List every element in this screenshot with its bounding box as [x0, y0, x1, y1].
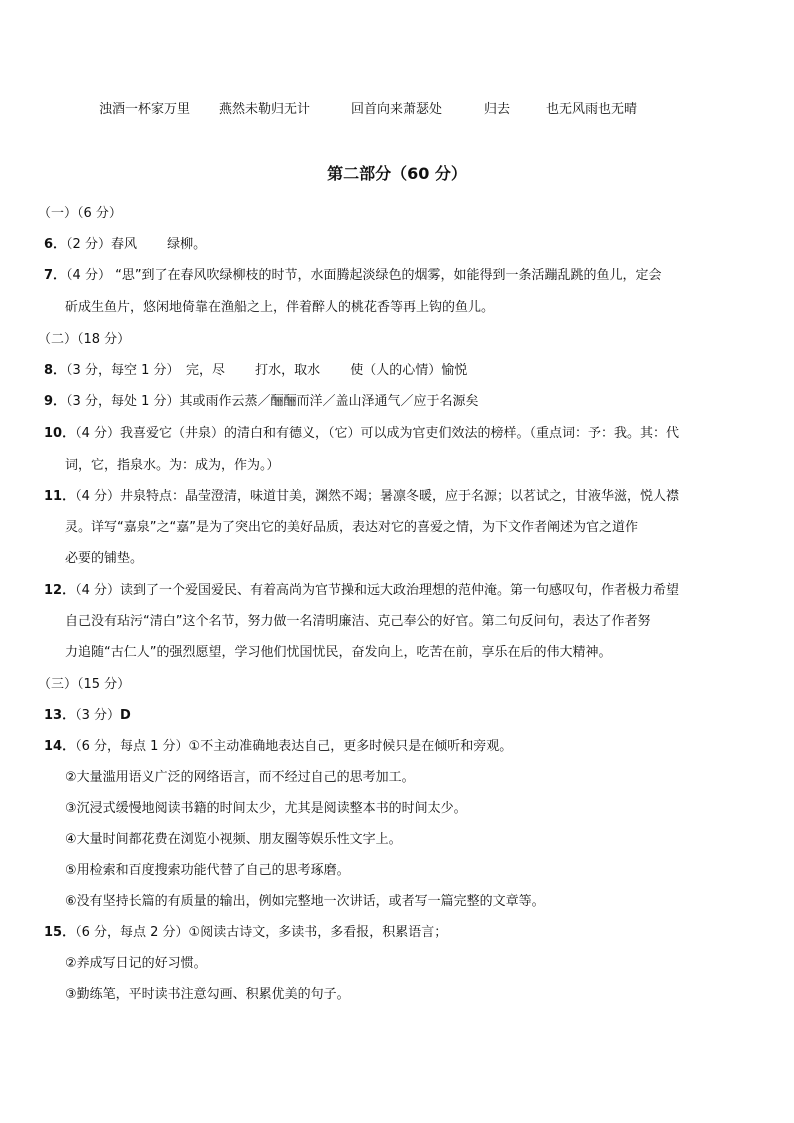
question-score: （3 分）: [75, 708, 120, 723]
question-number: 10．: [44, 426, 76, 441]
question-9: [44, 393, 479, 411]
question-number: 8．: [44, 363, 67, 378]
question-score: （3 分，每处 1 分）: [66, 394, 180, 409]
question-score: （4 分）: [75, 426, 120, 441]
phrase-2: 燕然未勒归无计: [219, 102, 311, 117]
question-score: （4 分）: [66, 268, 111, 283]
question-score: （2 分）: [66, 237, 111, 252]
answer-line: 力追随“古仁人”的强烈愿望，学习他们忧国忧民，奋发向上，吃苦在前，享乐在后的伟大精神。: [65, 645, 612, 660]
answer-text: 其或雨作云蒸／酾酾而洋／盖山泽通气／应于名源矣: [179, 394, 479, 409]
question-score: （3 分，每空 1 分）: [66, 363, 173, 378]
list-item: ②大量滥用语义广泛的网络语言，而不经过自己的思考加工。: [65, 770, 415, 785]
question-15: [44, 924, 447, 942]
phrase-1: 浊酒一杯家万里: [99, 102, 191, 117]
phrase-4: 归去: [484, 102, 511, 117]
question-8: [44, 362, 467, 380]
answer-text: 读到了一个爱国爱民、有着高尚为官节操和远大政治理想的范仲淹。第一句感叹句，作者极力希望: [120, 583, 680, 598]
phrase-5: 也无风雨也无晴: [546, 102, 638, 117]
answer-line: 词，它，指泉水。为：成为，作为。）: [65, 458, 280, 473]
question-number: 12．: [44, 583, 76, 598]
question-score: （4 分）: [75, 583, 120, 598]
answer-line: 必要的铺垫。: [65, 551, 144, 566]
question-7: [44, 267, 662, 285]
list-item: ②养成写日记的好习惯。: [65, 956, 207, 971]
answer-text: 井泉特点：晶莹澄清，味道甘美，渊然不竭；暑凛冬暖，应于名源；以茗试之，甘液华滋，悦人襟: [120, 489, 680, 504]
question-12: [44, 582, 679, 600]
question-14: [44, 738, 512, 756]
question-6: [44, 236, 206, 254]
question-number: 14．: [44, 739, 76, 754]
answer-text: 完，尽 打水，取水 使（人的心情）愉悦: [173, 363, 468, 378]
question-score: （6 分，每点 2 分）: [75, 925, 189, 940]
answer-line: 斫成生鱼片，悠闲地倚靠在渔船之上，伴着醉人的桃花香等再上钩的鱼儿。: [65, 300, 495, 315]
part-title: 第二部分（60 分）: [327, 164, 467, 183]
answer-text: “思”到了在春风吹绿柳枝的时节，水面腾起淡绿色的烟雾，如能得到一条活蹦乱跳的鱼儿，定会: [110, 268, 662, 283]
question-10: [44, 425, 679, 443]
question-number: 15．: [44, 925, 76, 940]
list-item: ①阅读古诗文，多读书，多看报，积累语言；: [188, 925, 448, 940]
question-number: 9．: [44, 394, 67, 409]
question-13: [44, 707, 131, 725]
question-11: [44, 488, 679, 506]
phrase-3: 回首向来萧瑟处: [351, 102, 443, 117]
question-score: （4 分）: [75, 489, 120, 504]
question-number: 13．: [44, 708, 76, 723]
question-score: （6 分，每点 1 分）: [75, 739, 189, 754]
answer-line: 自己没有玷污“清白”这个名节，努力做一名清明廉洁、克己奉公的好官。第二句反问句，表达了作者努: [65, 614, 651, 629]
section-heading-1: （一）（6 分）: [38, 206, 122, 221]
list-item: ①不主动准确地表达自己，更多时候只是在倾听和旁观。: [188, 739, 513, 754]
answer-text: D: [120, 708, 131, 723]
list-item: ④大量时间都花费在浏览小视频、朋友圈等娱乐性文字上。: [65, 832, 402, 847]
answer-text: 我喜爱它（井泉）的清白和有德义，（它）可以成为官吏们效法的榜样。（重点词：予：我。其：代: [120, 426, 680, 441]
question-number: 7．: [44, 268, 67, 283]
section-heading-3: （三）（15 分）: [38, 677, 131, 692]
list-item: ⑤用检索和百度搜索功能代替了自己的思考琢磨。: [65, 863, 350, 878]
list-item: ③沉浸式缓慢地阅读书籍的时间太少，尤其是阅读整本书的时间太少。: [65, 801, 467, 816]
answer-line: 灵。详写“嘉泉”之“嘉”是为了突出它的美好品质，表达对它的喜爱之情，为下文作者阐述为官之道作: [65, 520, 638, 535]
section-heading-2: （二）（18 分）: [38, 332, 131, 347]
question-number: 11．: [44, 489, 76, 504]
answer-text: 春风 绿柳。: [110, 237, 207, 252]
list-item: ⑥没有坚持长篇的有质量的输出，例如完整地一次讲话，或者写一篇完整的文章等。: [65, 894, 545, 909]
question-number: 6．: [44, 237, 67, 252]
list-item: ③勤练笔，平时读书注意勾画、积累优美的句子。: [65, 987, 350, 1002]
